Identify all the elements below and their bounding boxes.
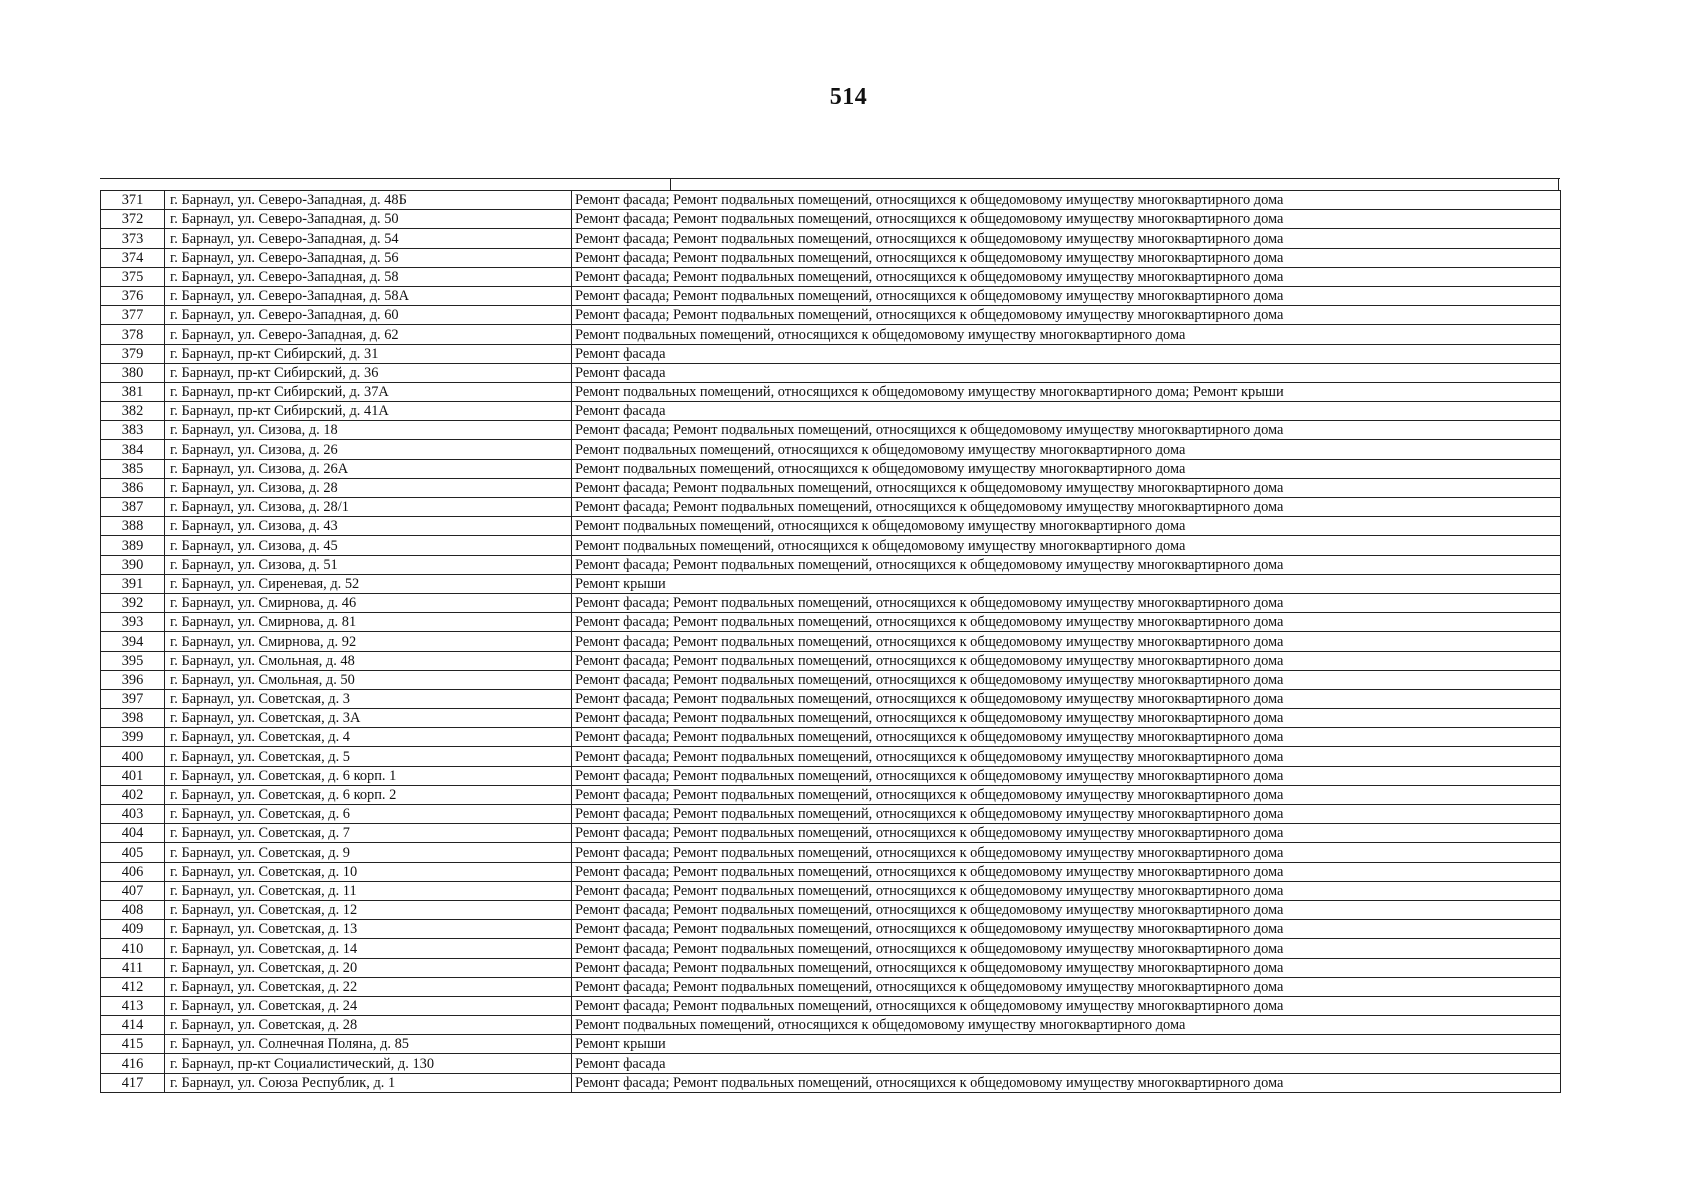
row-number: 387 <box>101 498 165 517</box>
row-address: г. Барнаул, ул. Северо-Западная, д. 50 <box>165 210 572 229</box>
row-address: г. Барнаул, ул. Советская, д. 6 корп. 1 <box>165 766 572 785</box>
row-number: 401 <box>101 766 165 785</box>
table-row <box>101 382 1561 401</box>
row-work-types: Ремонт фасада; Ремонт подвальных помещений, относящихся к общедомовому имуществу многоквартирного дома <box>572 958 1561 977</box>
row-address: г. Барнаул, ул. Советская, д. 12 <box>165 900 572 919</box>
row-address: г. Барнаул, ул. Северо-Западная, д. 62 <box>165 325 572 344</box>
row-number: 398 <box>101 709 165 728</box>
row-work-types: Ремонт фасада; Ремонт подвальных помещений, относящихся к общедомовому имуществу многоквартирного дома <box>572 670 1561 689</box>
row-address: г. Барнаул, ул. Советская, д. 6 <box>165 805 572 824</box>
row-work-types: Ремонт фасада <box>572 1054 1561 1073</box>
row-address: г. Барнаул, ул. Сизова, д. 18 <box>165 421 572 440</box>
row-address: г. Барнаул, ул. Союза Республик, д. 1 <box>165 1073 572 1092</box>
row-work-types: Ремонт фасада; Ремонт подвальных помещений, относящихся к общедомовому имуществу многоквартирного дома <box>572 632 1561 651</box>
table-row <box>101 900 1561 919</box>
table-row <box>101 824 1561 843</box>
row-work-types: Ремонт фасада; Ремонт подвальных помещений, относящихся к общедомовому имуществу многоквартирного дома <box>572 286 1561 305</box>
table-row <box>101 1035 1561 1054</box>
table-row <box>101 977 1561 996</box>
row-number: 375 <box>101 267 165 286</box>
row-address: г. Барнаул, ул. Советская, д. 10 <box>165 862 572 881</box>
row-address: г. Барнаул, ул. Советская, д. 28 <box>165 1016 572 1035</box>
row-number: 392 <box>101 593 165 612</box>
table-row <box>101 709 1561 728</box>
row-work-types: Ремонт подвальных помещений, относящихся к общедомовому имуществу многоквартирного дома <box>572 1016 1561 1035</box>
row-address: г. Барнаул, ул. Советская, д. 14 <box>165 939 572 958</box>
row-address: г. Барнаул, ул. Советская, д. 4 <box>165 728 572 747</box>
table-row <box>101 478 1561 497</box>
row-number: 410 <box>101 939 165 958</box>
table-row <box>101 747 1561 766</box>
row-number: 405 <box>101 843 165 862</box>
row-work-types: Ремонт фасада; Ремонт подвальных помещений, относящихся к общедомовому имуществу многоквартирного дома <box>572 593 1561 612</box>
table-row <box>101 881 1561 900</box>
repair-list-table <box>100 190 1561 1093</box>
row-number: 403 <box>101 805 165 824</box>
row-number: 400 <box>101 747 165 766</box>
row-work-types: Ремонт фасада; Ремонт подвальных помещений, относящихся к общедомовому имуществу многоквартирного дома <box>572 1073 1561 1092</box>
table-row <box>101 402 1561 421</box>
row-work-types: Ремонт фасада; Ремонт подвальных помещений, относящихся к общедомовому имуществу многоквартирного дома <box>572 267 1561 286</box>
table-row <box>101 939 1561 958</box>
row-work-types: Ремонт фасада; Ремонт подвальных помещений, относящихся к общедомовому имуществу многоквартирного дома <box>572 881 1561 900</box>
row-work-types: Ремонт фасада; Ремонт подвальных помещений, относящихся к общедомовому имуществу многоквартирного дома <box>572 248 1561 267</box>
row-address: г. Барнаул, ул. Сизова, д. 45 <box>165 536 572 555</box>
row-address: г. Барнаул, ул. Смирнова, д. 92 <box>165 632 572 651</box>
row-number: 404 <box>101 824 165 843</box>
table-row <box>101 517 1561 536</box>
row-address: г. Барнаул, ул. Северо-Западная, д. 58 <box>165 267 572 286</box>
table-row <box>101 593 1561 612</box>
row-work-types: Ремонт фасада; Ремонт подвальных помещений, относящихся к общедомовому имуществу многоквартирного дома <box>572 478 1561 497</box>
row-address: г. Барнаул, пр-кт Социалистический, д. 130 <box>165 1054 572 1073</box>
table-row <box>101 210 1561 229</box>
row-work-types: Ремонт фасада <box>572 344 1561 363</box>
table-row <box>101 574 1561 593</box>
row-work-types: Ремонт фасада; Ремонт подвальных помещений, относящихся к общедомовому имуществу многоквартирного дома <box>572 747 1561 766</box>
row-address: г. Барнаул, ул. Советская, д. 7 <box>165 824 572 843</box>
table-row <box>101 555 1561 574</box>
row-address: г. Барнаул, ул. Смольная, д. 50 <box>165 670 572 689</box>
row-number: 388 <box>101 517 165 536</box>
table-row <box>101 267 1561 286</box>
table-row <box>101 286 1561 305</box>
row-work-types: Ремонт фасада <box>572 402 1561 421</box>
row-work-types: Ремонт фасада <box>572 363 1561 382</box>
row-address: г. Барнаул, ул. Сиреневая, д. 52 <box>165 574 572 593</box>
row-number: 382 <box>101 402 165 421</box>
row-number: 414 <box>101 1016 165 1035</box>
row-number: 380 <box>101 363 165 382</box>
row-number: 386 <box>101 478 165 497</box>
row-address: г. Барнаул, ул. Северо-Западная, д. 48Б <box>165 191 572 210</box>
row-address: г. Барнаул, ул. Северо-Западная, д. 56 <box>165 248 572 267</box>
row-number: 390 <box>101 555 165 574</box>
table-row <box>101 766 1561 785</box>
row-address: г. Барнаул, ул. Сизова, д. 26А <box>165 459 572 478</box>
repair-list-body <box>101 191 1561 1093</box>
row-work-types: Ремонт подвальных помещений, относящихся к общедомовому имуществу многоквартирного дома <box>572 440 1561 459</box>
row-work-types: Ремонт фасада; Ремонт подвальных помещений, относящихся к общедомовому имуществу многоквартирного дома <box>572 977 1561 996</box>
table-row <box>101 191 1561 210</box>
row-address: г. Барнаул, ул. Советская, д. 5 <box>165 747 572 766</box>
table-row <box>101 920 1561 939</box>
table-row <box>101 306 1561 325</box>
row-address: г. Барнаул, ул. Сизова, д. 28/1 <box>165 498 572 517</box>
row-work-types: Ремонт фасада; Ремонт подвальных помещений, относящихся к общедомовому имуществу многоквартирного дома <box>572 843 1561 862</box>
row-address: г. Барнаул, ул. Советская, д. 13 <box>165 920 572 939</box>
row-number: 384 <box>101 440 165 459</box>
table-row <box>101 805 1561 824</box>
row-number: 399 <box>101 728 165 747</box>
row-number: 374 <box>101 248 165 267</box>
row-address: г. Барнаул, ул. Смирнова, д. 81 <box>165 613 572 632</box>
row-work-types: Ремонт подвальных помещений, относящихся к общедомовому имуществу многоквартирного дома; Ремонт крыши <box>572 382 1561 401</box>
table-row <box>101 785 1561 804</box>
row-address: г. Барнаул, ул. Советская, д. 24 <box>165 996 572 1015</box>
row-work-types: Ремонт крыши <box>572 1035 1561 1054</box>
row-number: 397 <box>101 689 165 708</box>
row-address: г. Барнаул, ул. Советская, д. 3А <box>165 709 572 728</box>
row-work-types: Ремонт фасада; Ремонт подвальных помещений, относящихся к общедомовому имуществу многоквартирного дома <box>572 210 1561 229</box>
row-address: г. Барнаул, ул. Северо-Западная, д. 60 <box>165 306 572 325</box>
row-work-types: Ремонт крыши <box>572 574 1561 593</box>
row-work-types: Ремонт фасада; Ремонт подвальных помещений, относящихся к общедомовому имуществу многоквартирного дома <box>572 766 1561 785</box>
row-work-types: Ремонт фасада; Ремонт подвальных помещений, относящихся к общедомовому имуществу многоквартирного дома <box>572 709 1561 728</box>
row-address: г. Барнаул, ул. Смольная, д. 48 <box>165 651 572 670</box>
row-number: 409 <box>101 920 165 939</box>
table-row <box>101 958 1561 977</box>
row-number: 391 <box>101 574 165 593</box>
table-row <box>101 862 1561 881</box>
row-number: 393 <box>101 613 165 632</box>
table-row <box>101 651 1561 670</box>
table-top-rule-tick-right <box>1558 178 1559 190</box>
row-address: г. Барнаул, ул. Советская, д. 20 <box>165 958 572 977</box>
row-address: г. Барнаул, пр-кт Сибирский, д. 31 <box>165 344 572 363</box>
table-row <box>101 843 1561 862</box>
row-work-types: Ремонт фасада; Ремонт подвальных помещений, относящихся к общедомовому имуществу многоквартирного дома <box>572 920 1561 939</box>
row-address: г. Барнаул, ул. Советская, д. 11 <box>165 881 572 900</box>
table-row <box>101 613 1561 632</box>
row-address: г. Барнаул, пр-кт Сибирский, д. 41А <box>165 402 572 421</box>
row-address: г. Барнаул, ул. Советская, д. 6 корп. 2 <box>165 785 572 804</box>
table-row <box>101 459 1561 478</box>
row-number: 416 <box>101 1054 165 1073</box>
row-address: г. Барнаул, ул. Сизова, д. 28 <box>165 478 572 497</box>
row-address: г. Барнаул, ул. Смирнова, д. 46 <box>165 593 572 612</box>
row-work-types: Ремонт фасада; Ремонт подвальных помещений, относящихся к общедомовому имуществу многоквартирного дома <box>572 229 1561 248</box>
row-work-types: Ремонт подвальных помещений, относящихся к общедомовому имуществу многоквартирного дома <box>572 517 1561 536</box>
row-number: 394 <box>101 632 165 651</box>
row-work-types: Ремонт фасада; Ремонт подвальных помещений, относящихся к общедомовому имуществу многоквартирного дома <box>572 785 1561 804</box>
table-row <box>101 325 1561 344</box>
row-number: 376 <box>101 286 165 305</box>
row-work-types: Ремонт фасада; Ремонт подвальных помещений, относящихся к общедомовому имуществу многоквартирного дома <box>572 555 1561 574</box>
row-number: 417 <box>101 1073 165 1092</box>
row-work-types: Ремонт фасада; Ремонт подвальных помещений, относящихся к общедомовому имуществу многоквартирного дома <box>572 728 1561 747</box>
row-address: г. Барнаул, ул. Советская, д. 22 <box>165 977 572 996</box>
row-address: г. Барнаул, ул. Северо-Западная, д. 54 <box>165 229 572 248</box>
row-work-types: Ремонт фасада; Ремонт подвальных помещений, относящихся к общедомовому имуществу многоквартирного дома <box>572 900 1561 919</box>
table-row <box>101 996 1561 1015</box>
page-number: 514 <box>829 84 868 110</box>
row-work-types: Ремонт фасада; Ремонт подвальных помещений, относящихся к общедомовому имуществу многоквартирного дома <box>572 939 1561 958</box>
row-number: 406 <box>101 862 165 881</box>
table-row <box>101 1073 1561 1092</box>
row-address: г. Барнаул, ул. Сизова, д. 43 <box>165 517 572 536</box>
row-address: г. Барнаул, ул. Сизова, д. 26 <box>165 440 572 459</box>
row-number: 389 <box>101 536 165 555</box>
row-address: г. Барнаул, ул. Северо-Западная, д. 58А <box>165 286 572 305</box>
row-number: 408 <box>101 900 165 919</box>
row-work-types: Ремонт фасада; Ремонт подвальных помещений, относящихся к общедомовому имуществу многоквартирного дома <box>572 805 1561 824</box>
row-number: 402 <box>101 785 165 804</box>
row-work-types: Ремонт фасада; Ремонт подвальных помещений, относящихся к общедомовому имуществу многоквартирного дома <box>572 862 1561 881</box>
table-row <box>101 689 1561 708</box>
row-work-types: Ремонт фасада; Ремонт подвальных помещений, относящихся к общедомовому имуществу многоквартирного дома <box>572 421 1561 440</box>
row-number: 372 <box>101 210 165 229</box>
table-row <box>101 344 1561 363</box>
table-row <box>101 421 1561 440</box>
row-address: г. Барнаул, ул. Солнечная Поляна, д. 85 <box>165 1035 572 1054</box>
row-number: 396 <box>101 670 165 689</box>
table-row <box>101 728 1561 747</box>
table-top-rule-tick-left <box>670 178 671 190</box>
row-address: г. Барнаул, ул. Советская, д. 3 <box>165 689 572 708</box>
table-row <box>101 1016 1561 1035</box>
table-row <box>101 440 1561 459</box>
table-row <box>101 363 1561 382</box>
row-number: 377 <box>101 306 165 325</box>
row-work-types: Ремонт фасада; Ремонт подвальных помещений, относящихся к общедомовому имуществу многоквартирного дома <box>572 996 1561 1015</box>
row-address: г. Барнаул, пр-кт Сибирский, д. 36 <box>165 363 572 382</box>
row-work-types: Ремонт фасада; Ремонт подвальных помещений, относящихся к общедомовому имуществу многоквартирного дома <box>572 498 1561 517</box>
row-number: 415 <box>101 1035 165 1054</box>
row-work-types: Ремонт фасада; Ремонт подвальных помещений, относящихся к общедомовому имуществу многоквартирного дома <box>572 651 1561 670</box>
row-number: 411 <box>101 958 165 977</box>
row-address: г. Барнаул, пр-кт Сибирский, д. 37А <box>165 382 572 401</box>
table-row <box>101 498 1561 517</box>
table-row <box>101 1054 1561 1073</box>
table-row <box>101 632 1561 651</box>
row-number: 379 <box>101 344 165 363</box>
row-address: г. Барнаул, ул. Советская, д. 9 <box>165 843 572 862</box>
row-number: 385 <box>101 459 165 478</box>
table-row <box>101 229 1561 248</box>
row-number: 395 <box>101 651 165 670</box>
row-work-types: Ремонт подвальных помещений, относящихся к общедомовому имуществу многоквартирного дома <box>572 459 1561 478</box>
row-number: 371 <box>101 191 165 210</box>
row-number: 373 <box>101 229 165 248</box>
row-work-types: Ремонт фасада; Ремонт подвальных помещений, относящихся к общедомовому имуществу многоквартирного дома <box>572 306 1561 325</box>
row-work-types: Ремонт подвальных помещений, относящихся к общедомовому имуществу многоквартирного дома <box>572 325 1561 344</box>
table-row <box>101 536 1561 555</box>
row-work-types: Ремонт фасада; Ремонт подвальных помещений, относящихся к общедомовому имуществу многоквартирного дома <box>572 191 1561 210</box>
row-number: 381 <box>101 382 165 401</box>
table-top-rule <box>100 178 1560 179</box>
row-number: 407 <box>101 881 165 900</box>
row-number: 412 <box>101 977 165 996</box>
row-work-types: Ремонт фасада; Ремонт подвальных помещений, относящихся к общедомовому имуществу многоквартирного дома <box>572 613 1561 632</box>
table-row <box>101 248 1561 267</box>
row-work-types: Ремонт фасада; Ремонт подвальных помещений, относящихся к общедомовому имуществу многоквартирного дома <box>572 824 1561 843</box>
row-number: 413 <box>101 996 165 1015</box>
row-work-types: Ремонт подвальных помещений, относящихся к общедомовому имуществу многоквартирного дома <box>572 536 1561 555</box>
row-address: г. Барнаул, ул. Сизова, д. 51 <box>165 555 572 574</box>
row-number: 383 <box>101 421 165 440</box>
table-row <box>101 670 1561 689</box>
row-number: 378 <box>101 325 165 344</box>
row-work-types: Ремонт фасада; Ремонт подвальных помещений, относящихся к общедомовому имуществу многоквартирного дома <box>572 689 1561 708</box>
